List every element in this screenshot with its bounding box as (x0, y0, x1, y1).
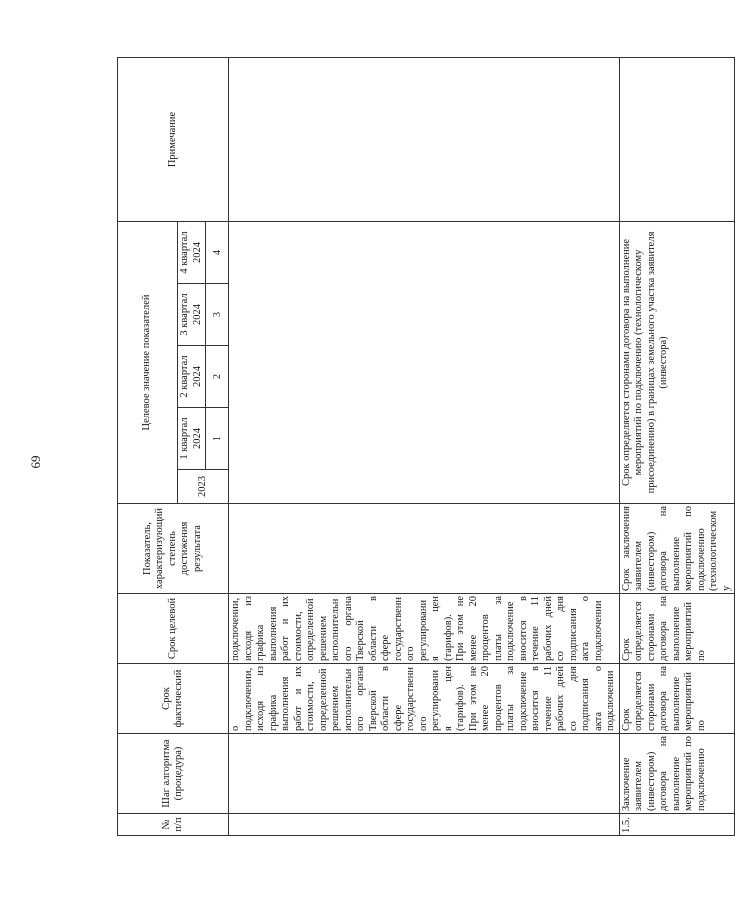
row-target-values: Срок определяется сторонами договора на выполнение мероприятий по подключению (технологическому присоединению) в границах земельного участка заявителя (инвестора) (619, 221, 735, 503)
row-step (229, 734, 620, 814)
row-note (619, 57, 735, 221)
row-target-values (229, 221, 620, 503)
header-q4: 4 квартал 2024 (178, 221, 206, 283)
header-actual-term: Срок фактический (118, 664, 229, 734)
row-indicator (229, 504, 620, 594)
header-target-term: Срок целевой (118, 594, 229, 664)
column-number: 3 (206, 284, 229, 346)
row-number (229, 814, 620, 836)
row-indicator: Срок заключения заявителем (инвестором) договора на выполнение мероприятий по подключению (технологическому (619, 504, 735, 594)
header-note: Примечание (118, 57, 229, 221)
column-number: 2 (206, 346, 229, 408)
header-number: № п/п (118, 814, 229, 836)
row-target-term: подключении, исходя из графика выполнения работ и их стоимости, определенной решением исполнительного органа Тверской области в сфере государственного регулирования цен (тарифов). При этом не менее 20 процентов платы за подключение вносится в течение 11 рабочих дней со дня подписания акта о подключении (229, 594, 620, 664)
header-indicator: Показатель, характеризующий степень достижения результата (118, 504, 229, 594)
column-number: 1 (206, 408, 229, 470)
row-step: Заключение заявителем (инвестором) договора на выполнение мероприятий по подключению (619, 734, 735, 814)
header-step: Шаг алгоритма (процедура) (118, 734, 229, 814)
row-actual-term: Срок определяется сторонами договора на выполнение мероприятий по (619, 664, 735, 734)
row-number: 1.5. (619, 814, 735, 836)
header-q2: 2 квартал 2024 (178, 346, 206, 408)
header-target-values: Целевое значение показателей (118, 221, 178, 503)
rotated-table-sheet (117, 58, 732, 836)
row-target-term: Срок определяется сторонами договора на выполнение мероприятий по (619, 594, 735, 664)
header-q3: 3 квартал 2024 (178, 284, 206, 346)
header-2023: 2023 (178, 470, 229, 504)
row-note (229, 57, 620, 221)
table-row (619, 57, 735, 835)
page-number: 69 (28, 455, 43, 469)
indicators-table (117, 57, 735, 836)
header-q1: 1 квартал 2024 (178, 408, 206, 470)
row-actual-term: о подключении, исходя из графика выполнения работ и их стоимости, определенной решением исполнительного органа Тверской области в сфере государственного регулирования цен (тарифов). При этом не менее 20 процентов платы за подключение вносится в течение 11 рабочих дней со дня подписания акта о подключении (229, 664, 620, 734)
column-number: 4 (206, 221, 229, 283)
table-row (229, 57, 620, 835)
